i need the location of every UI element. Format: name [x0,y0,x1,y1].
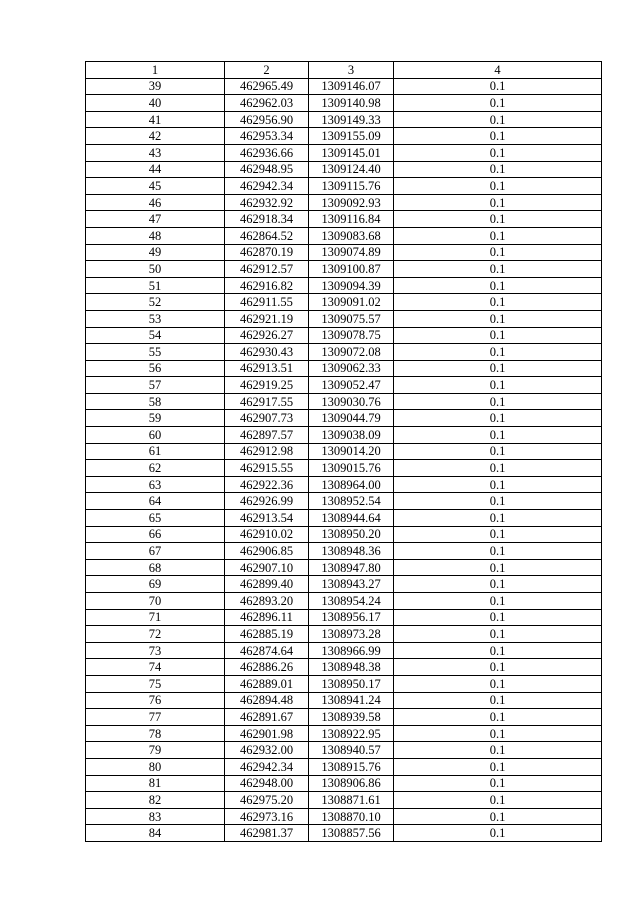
value-cell: 0.1 [394,194,602,211]
point-number-cell: 62 [86,460,225,477]
table-row [86,692,602,709]
x-coordinate-cell: 462919.25 [225,377,309,394]
x-coordinate-cell: 462906.85 [225,543,309,560]
table-row [86,95,602,112]
point-number-cell: 50 [86,261,225,278]
column-header-3: 3 [309,62,394,79]
point-number-cell: 61 [86,443,225,460]
column-header-2: 2 [225,62,309,79]
y-coordinate-cell: 1308964.00 [309,476,394,493]
point-number-cell: 55 [86,344,225,361]
point-number-cell: 83 [86,808,225,825]
y-coordinate-cell: 1309100.87 [309,261,394,278]
x-coordinate-cell: 462965.49 [225,78,309,95]
table-row [86,360,602,377]
x-coordinate-cell: 462907.10 [225,559,309,576]
table-row [86,659,602,676]
table-row [86,294,602,311]
x-coordinate-cell: 462913.51 [225,360,309,377]
x-coordinate-cell: 462962.03 [225,95,309,112]
value-cell: 0.1 [394,792,602,809]
value-cell: 0.1 [394,277,602,294]
point-number-cell: 60 [86,427,225,444]
table-row [86,443,602,460]
y-coordinate-cell: 1308871.61 [309,792,394,809]
x-coordinate-cell: 462885.19 [225,626,309,643]
table-row [86,559,602,576]
x-coordinate-cell: 462956.90 [225,111,309,128]
column-header-1: 1 [86,62,225,79]
table-row [86,178,602,195]
x-coordinate-cell: 462912.98 [225,443,309,460]
value-cell: 0.1 [394,144,602,161]
value-cell: 0.1 [394,543,602,560]
point-number-cell: 76 [86,692,225,709]
y-coordinate-cell: 1309062.33 [309,360,394,377]
value-cell: 0.1 [394,526,602,543]
x-coordinate-cell: 462942.34 [225,758,309,775]
y-coordinate-cell: 1308966.99 [309,642,394,659]
table-row [86,194,602,211]
y-coordinate-cell: 1309014.20 [309,443,394,460]
coordinates-table [85,61,602,842]
value-cell: 0.1 [394,393,602,410]
table-row [86,327,602,344]
x-coordinate-cell: 462936.66 [225,144,309,161]
value-cell: 0.1 [394,443,602,460]
x-coordinate-cell: 462948.95 [225,161,309,178]
value-cell: 0.1 [394,725,602,742]
table-row [86,709,602,726]
table-row [86,111,602,128]
x-coordinate-cell: 462896.11 [225,609,309,626]
y-coordinate-cell: 1308906.86 [309,775,394,792]
table-row [86,792,602,809]
value-cell: 0.1 [394,427,602,444]
point-number-cell: 45 [86,178,225,195]
value-cell: 0.1 [394,95,602,112]
y-coordinate-cell: 1309030.76 [309,393,394,410]
point-number-cell: 49 [86,244,225,261]
point-number-cell: 41 [86,111,225,128]
point-number-cell: 42 [86,128,225,145]
table-row [86,161,602,178]
y-coordinate-cell: 1308857.56 [309,825,394,842]
table-row [86,576,602,593]
x-coordinate-cell: 462921.19 [225,310,309,327]
table-row [86,244,602,261]
table-row [86,825,602,842]
y-coordinate-cell: 1309094.39 [309,277,394,294]
table-row [86,427,602,444]
x-coordinate-cell: 462942.34 [225,178,309,195]
table-row [86,78,602,95]
x-coordinate-cell: 462901.98 [225,725,309,742]
value-cell: 0.1 [394,675,602,692]
x-coordinate-cell: 462915.55 [225,460,309,477]
value-cell: 0.1 [394,559,602,576]
x-coordinate-cell: 462864.52 [225,227,309,244]
value-cell: 0.1 [394,344,602,361]
value-cell: 0.1 [394,808,602,825]
value-cell: 0.1 [394,593,602,610]
point-number-cell: 40 [86,95,225,112]
x-coordinate-cell: 462907.73 [225,410,309,427]
table-row [86,460,602,477]
table-row [86,410,602,427]
value-cell: 0.1 [394,360,602,377]
value-cell: 0.1 [394,493,602,510]
table-row [86,344,602,361]
value-cell: 0.1 [394,510,602,527]
x-coordinate-cell: 462953.34 [225,128,309,145]
x-coordinate-cell: 462891.67 [225,709,309,726]
x-coordinate-cell: 462922.36 [225,476,309,493]
x-coordinate-cell: 462913.54 [225,510,309,527]
value-cell: 0.1 [394,261,602,278]
table-row [86,144,602,161]
point-number-cell: 84 [86,825,225,842]
x-coordinate-cell: 462975.20 [225,792,309,809]
x-coordinate-cell: 462930.43 [225,344,309,361]
point-number-cell: 79 [86,742,225,759]
point-number-cell: 65 [86,510,225,527]
value-cell: 0.1 [394,244,602,261]
value-cell: 0.1 [394,642,602,659]
y-coordinate-cell: 1308973.28 [309,626,394,643]
table-row [86,393,602,410]
y-coordinate-cell: 1308954.24 [309,593,394,610]
table-row [86,758,602,775]
value-cell: 0.1 [394,294,602,311]
y-coordinate-cell: 1308940.57 [309,742,394,759]
y-coordinate-cell: 1308941.24 [309,692,394,709]
point-number-cell: 67 [86,543,225,560]
x-coordinate-cell: 462910.02 [225,526,309,543]
x-coordinate-cell: 462897.57 [225,427,309,444]
value-cell: 0.1 [394,211,602,228]
table-row [86,211,602,228]
x-coordinate-cell: 462916.82 [225,277,309,294]
value-cell: 0.1 [394,626,602,643]
point-number-cell: 72 [86,626,225,643]
table-header-row [86,62,602,79]
value-cell: 0.1 [394,410,602,427]
y-coordinate-cell: 1309155.09 [309,128,394,145]
y-coordinate-cell: 1308922.95 [309,725,394,742]
point-number-cell: 46 [86,194,225,211]
x-coordinate-cell: 462932.92 [225,194,309,211]
table-row [86,543,602,560]
value-cell: 0.1 [394,377,602,394]
y-coordinate-cell: 1308915.76 [309,758,394,775]
y-coordinate-cell: 1309091.02 [309,294,394,311]
table-row [86,277,602,294]
y-coordinate-cell: 1309074.89 [309,244,394,261]
value-cell: 0.1 [394,758,602,775]
table-row [86,261,602,278]
y-coordinate-cell: 1308948.38 [309,659,394,676]
y-coordinate-cell: 1308952.54 [309,493,394,510]
value-cell: 0.1 [394,310,602,327]
table-row [86,476,602,493]
column-header-4: 4 [394,62,602,79]
point-number-cell: 59 [86,410,225,427]
value-cell: 0.1 [394,327,602,344]
x-coordinate-cell: 462889.01 [225,675,309,692]
table-row [86,227,602,244]
y-coordinate-cell: 1309149.33 [309,111,394,128]
point-number-cell: 78 [86,725,225,742]
x-coordinate-cell: 462894.48 [225,692,309,709]
y-coordinate-cell: 1309052.47 [309,377,394,394]
value-cell: 0.1 [394,227,602,244]
y-coordinate-cell: 1309015.76 [309,460,394,477]
point-number-cell: 69 [86,576,225,593]
y-coordinate-cell: 1308943.27 [309,576,394,593]
table-row [86,808,602,825]
x-coordinate-cell: 462893.20 [225,593,309,610]
y-coordinate-cell: 1308956.17 [309,609,394,626]
y-coordinate-cell: 1309072.08 [309,344,394,361]
table-row [86,609,602,626]
point-number-cell: 63 [86,476,225,493]
y-coordinate-cell: 1309145.01 [309,144,394,161]
x-coordinate-cell: 462926.99 [225,493,309,510]
x-coordinate-cell: 462899.40 [225,576,309,593]
x-coordinate-cell: 462886.26 [225,659,309,676]
point-number-cell: 51 [86,277,225,294]
x-coordinate-cell: 462918.34 [225,211,309,228]
point-number-cell: 43 [86,144,225,161]
table-row [86,310,602,327]
x-coordinate-cell: 462870.19 [225,244,309,261]
point-number-cell: 57 [86,377,225,394]
point-number-cell: 39 [86,78,225,95]
table-row [86,526,602,543]
x-coordinate-cell: 462917.55 [225,393,309,410]
table-row [86,510,602,527]
point-number-cell: 44 [86,161,225,178]
table-row [86,675,602,692]
table-row [86,377,602,394]
point-number-cell: 81 [86,775,225,792]
point-number-cell: 56 [86,360,225,377]
y-coordinate-cell: 1308944.64 [309,510,394,527]
y-coordinate-cell: 1308939.58 [309,709,394,726]
point-number-cell: 80 [86,758,225,775]
table-row [86,128,602,145]
table-body [86,78,602,841]
x-coordinate-cell: 462973.16 [225,808,309,825]
y-coordinate-cell: 1308950.17 [309,675,394,692]
value-cell: 0.1 [394,78,602,95]
y-coordinate-cell: 1309038.09 [309,427,394,444]
value-cell: 0.1 [394,111,602,128]
point-number-cell: 82 [86,792,225,809]
table-row [86,593,602,610]
point-number-cell: 77 [86,709,225,726]
point-number-cell: 58 [86,393,225,410]
value-cell: 0.1 [394,742,602,759]
value-cell: 0.1 [394,128,602,145]
value-cell: 0.1 [394,775,602,792]
point-number-cell: 66 [86,526,225,543]
x-coordinate-cell: 462911.55 [225,294,309,311]
table-row [86,642,602,659]
value-cell: 0.1 [394,576,602,593]
y-coordinate-cell: 1309078.75 [309,327,394,344]
value-cell: 0.1 [394,659,602,676]
x-coordinate-cell: 462948.00 [225,775,309,792]
x-coordinate-cell: 462874.64 [225,642,309,659]
y-coordinate-cell: 1309116.84 [309,211,394,228]
x-coordinate-cell: 462932.00 [225,742,309,759]
y-coordinate-cell: 1309044.79 [309,410,394,427]
value-cell: 0.1 [394,692,602,709]
point-number-cell: 74 [86,659,225,676]
x-coordinate-cell: 462926.27 [225,327,309,344]
y-coordinate-cell: 1309124.40 [309,161,394,178]
point-number-cell: 48 [86,227,225,244]
value-cell: 0.1 [394,609,602,626]
y-coordinate-cell: 1309146.07 [309,78,394,95]
value-cell: 0.1 [394,476,602,493]
table-row [86,725,602,742]
point-number-cell: 64 [86,493,225,510]
y-coordinate-cell: 1308948.36 [309,543,394,560]
point-number-cell: 75 [86,675,225,692]
x-coordinate-cell: 462981.37 [225,825,309,842]
y-coordinate-cell: 1308950.20 [309,526,394,543]
y-coordinate-cell: 1308947.80 [309,559,394,576]
table-row [86,775,602,792]
point-number-cell: 71 [86,609,225,626]
value-cell: 0.1 [394,460,602,477]
point-number-cell: 70 [86,593,225,610]
value-cell: 0.1 [394,178,602,195]
y-coordinate-cell: 1309140.98 [309,95,394,112]
value-cell: 0.1 [394,709,602,726]
y-coordinate-cell: 1308870.10 [309,808,394,825]
x-coordinate-cell: 462912.57 [225,261,309,278]
point-number-cell: 68 [86,559,225,576]
table-row [86,493,602,510]
point-number-cell: 54 [86,327,225,344]
y-coordinate-cell: 1309115.76 [309,178,394,195]
table-row [86,742,602,759]
point-number-cell: 73 [86,642,225,659]
point-number-cell: 52 [86,294,225,311]
value-cell: 0.1 [394,825,602,842]
table-row [86,626,602,643]
point-number-cell: 53 [86,310,225,327]
y-coordinate-cell: 1309075.57 [309,310,394,327]
point-number-cell: 47 [86,211,225,228]
value-cell: 0.1 [394,161,602,178]
y-coordinate-cell: 1309083.68 [309,227,394,244]
y-coordinate-cell: 1309092.93 [309,194,394,211]
